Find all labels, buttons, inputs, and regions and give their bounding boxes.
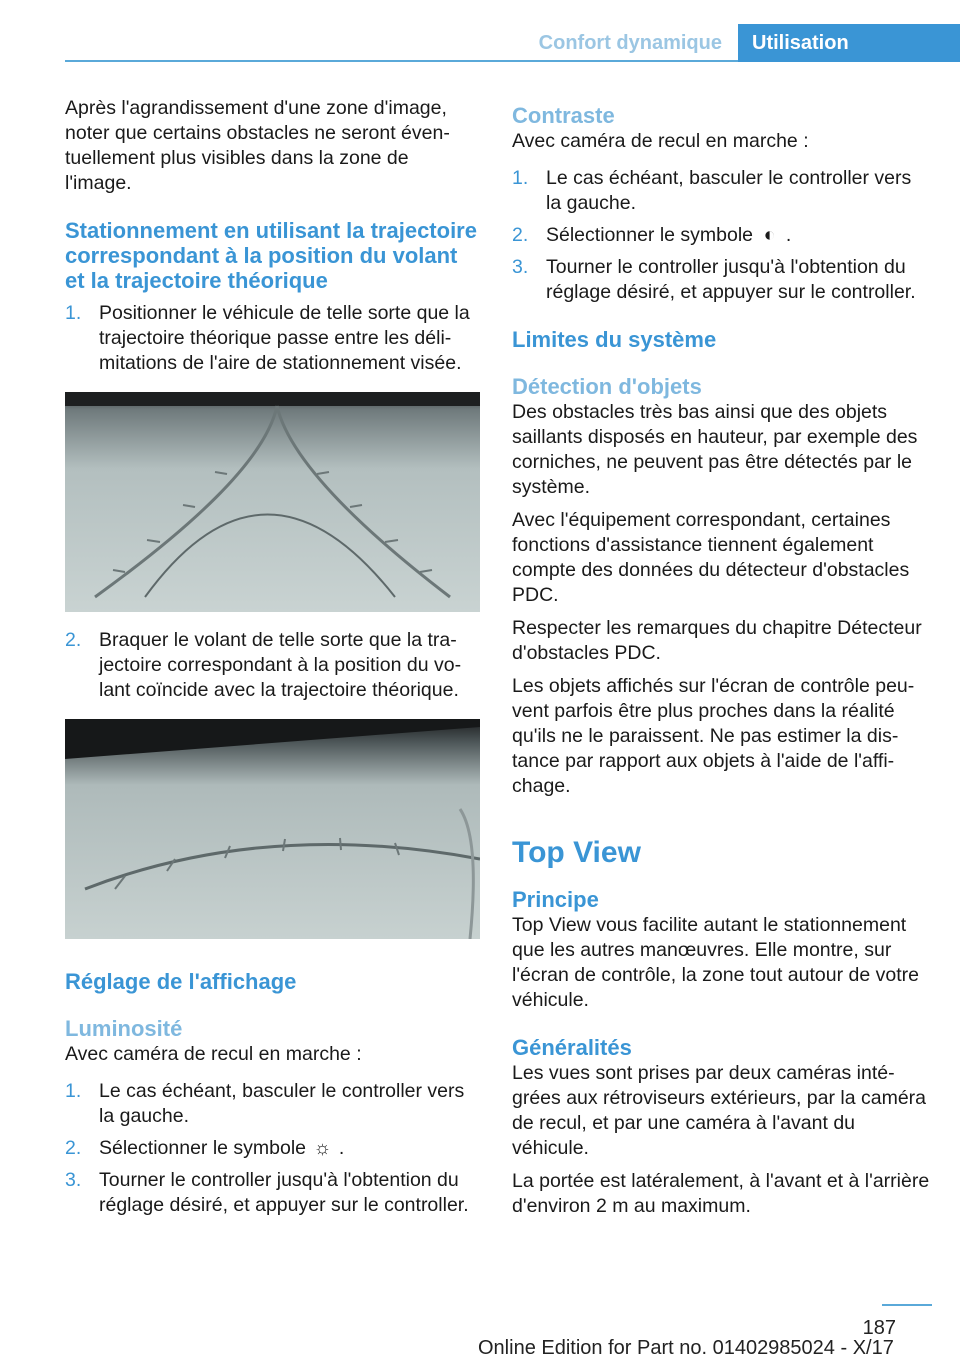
footer-edition: Online Edition for Part no. 01402985024 - X/17 — [478, 1337, 894, 1359]
intro-paragraph: Après l'agrandissement d'une zone d'image, noter que certains obstacles ne seront éventuellement plus visibles dans la zone de l'image. — [65, 97, 450, 194]
left-column — [65, 96, 480, 1225]
display-settings-heading: Réglage de l'affichage — [65, 969, 297, 994]
general-paragraph-2: La portée est latéralement, à l'avant et à l'arrière d'environ 2 m au maximum. — [512, 1170, 930, 1217]
list-item: 3. Tourner le controller jusqu'à l'obtention du réglage désiré, et appuyer sur le controller. — [512, 256, 916, 303]
list-item: 1. Le cas échéant, basculer le controller vers la gauche. — [65, 1080, 465, 1127]
brightness-steps — [65, 1079, 480, 1218]
rear-camera-image-2 — [65, 719, 480, 939]
detection-paragraph-1: Des obstacles très bas ainsi que des objets saillants disposés en hauteur, par exemple des corniches, ne peuvent pas être détectés par le système. — [512, 401, 918, 498]
contrast-intro: Avec caméra de recul en marche : — [512, 130, 809, 152]
parking-steps — [65, 301, 480, 376]
parking-steps-continued — [65, 628, 480, 703]
footer-rule — [882, 1304, 932, 1306]
list-item: 2. Braquer le volant de telle sorte que la trajectoire correspondant à la position du volant coïncide avec la trajectoire théorique. — [65, 629, 462, 701]
contrast-steps — [512, 166, 930, 305]
page-number: 187 — [862, 1317, 896, 1339]
system-limits-heading: Limites du système — [512, 327, 717, 352]
list-item: 2. Sélectionner le symbole ◐ . — [512, 224, 792, 246]
list-item: 3. Tourner le controller jusqu'à l'obtention du réglage désiré, et appuyer sur le controller. — [65, 1169, 469, 1216]
header-section-tab[interactable]: Confort dynamique — [538, 32, 722, 54]
list-item: 1. Le cas échéant, basculer le controller vers la gauche. — [512, 167, 912, 214]
list-item: 2. Sélectionner le symbole ☼ . — [65, 1137, 345, 1159]
contrast-icon: ◐ — [763, 224, 776, 246]
general-heading: Généralités — [512, 1035, 632, 1060]
brightness-intro: Avec caméra de recul en marche : — [65, 1043, 362, 1065]
brightness-heading: Luminosité — [65, 1016, 183, 1041]
header-chapter-tab[interactable]: Utilisation — [738, 24, 960, 62]
brightness-icon: ☼ — [313, 1137, 332, 1159]
list-item: 1. Positionner le véhicule de telle sorte que la trajectoire théorique passe entre les délimitations de l'aire de stationnement visée. — [65, 302, 470, 374]
detection-paragraph-2: Avec l'équipement correspondant, certaines fonctions d'assistance tiennent également compte des données du détecteur d'obstacles PDC. — [512, 509, 910, 606]
rear-camera-image-1 — [65, 392, 480, 612]
detection-paragraph-4: Les objets affichés sur l'écran de contrôle peuvent parfois être plus proches dans la réalité qu'ils ne le paraissent. Ne pas estimer la distance par rapport aux objets à l'aide de l'affichage. — [512, 675, 915, 797]
top-view-heading: Top View — [512, 836, 641, 869]
principle-paragraph: Top View vous facilite autant le stationnement que les autres manœuvres. Elle montre, sur l'écran de contrôle, la zone tout autour de votre véhicule. — [512, 914, 919, 1011]
contrast-heading: Contraste — [512, 103, 615, 128]
object-detection-heading: Détection d'objets — [512, 374, 702, 399]
parking-heading: Stationnement en utilisant la trajectoire correspondant à la position du volant et la trajectoire théorique — [65, 218, 477, 293]
general-paragraph-1: Les vues sont prises par deux caméras intégrées aux rétroviseurs extérieurs, par la caméra de recul, et par une caméra à l'avant du véhicule. — [512, 1062, 927, 1159]
principle-heading: Principe — [512, 887, 599, 912]
right-column — [512, 103, 930, 1227]
detection-paragraph-3: Respecter les remarques du chapitre Détecteur d'obstacles PDC. — [512, 617, 922, 664]
